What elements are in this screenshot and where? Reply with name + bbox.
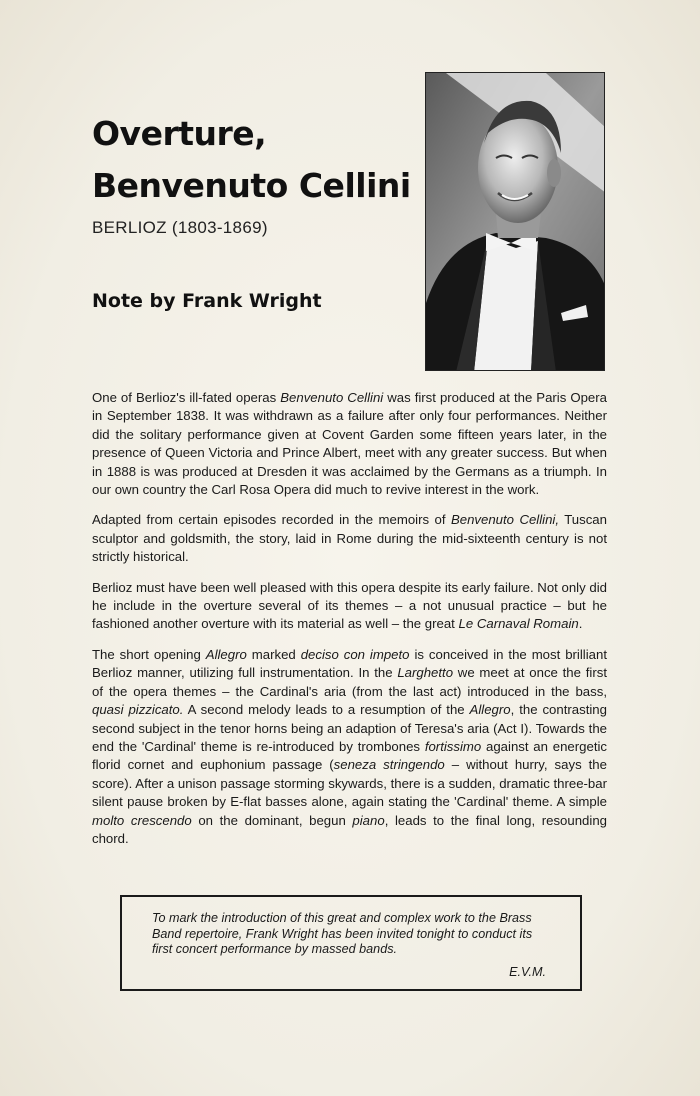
text-run: . bbox=[578, 616, 583, 632]
italic-run: Allegro bbox=[205, 646, 247, 662]
italic-run: Allegro bbox=[469, 702, 511, 718]
paragraph-4 bbox=[92, 646, 607, 848]
italic-run: seneza stringendo bbox=[333, 757, 445, 773]
text-run: on the dominant, begun bbox=[191, 812, 353, 828]
portrait-photo bbox=[425, 72, 605, 371]
text-run: Tuscan sculptor and goldsmith, the story, laid in Rome during the mid-sixteenth century is not strictly historical. bbox=[92, 512, 607, 565]
italic-run: Larghetto bbox=[397, 665, 454, 681]
italic-run: Benvenuto Cellini bbox=[280, 390, 384, 405]
paragraph-3 bbox=[92, 579, 607, 634]
italic-run: fortissimo bbox=[424, 738, 482, 754]
italic-run: molto crescendo bbox=[92, 812, 192, 828]
text-run: was first produced at the Paris Opera in September 1838. It was withdrawn as a failure after only four performances. Neither did the solitary performance given at Covent Garden some fifteen years later, in the presence of Queen Victoria and Prince Albert, meet with any greater success. But when in 1888 is was produced at Dresden it was acclaimed by the Germans as a triumph. In our own country the Carl Rosa Opera did much to revive interest in the work. bbox=[92, 390, 607, 498]
text-run: A second melody leads to a resumption of the bbox=[183, 702, 470, 718]
author-byline: Note by Frank Wright bbox=[92, 290, 322, 312]
portrait-image bbox=[426, 73, 605, 371]
dedication-signature: E.V.M. bbox=[509, 965, 546, 979]
text-run: – without hurry, says the score). After a unison passage storming skywards, there is a sudden, dramatic three-bar silent pause broken by E-flat basses alone, again stating the 'Cardinal' theme. A simple bbox=[92, 757, 607, 810]
composer-dates: BERLIOZ (1803-1869) bbox=[92, 218, 268, 237]
italic-run: piano bbox=[352, 812, 385, 828]
text-run: we meet at once the first of the opera themes – the Cardinal's aria (from the last act) introduced in the bass, bbox=[92, 665, 607, 699]
paragraph-2 bbox=[92, 511, 607, 566]
text-run: Adapted from certain episodes recorded in the memoirs of bbox=[92, 512, 451, 528]
text-run: Berlioz must have been well pleased with this opera despite its early failure. Not only did he include in the overture several of its themes – a not unusual practice – but he fashioned another overture with its material as well – the great bbox=[92, 579, 607, 632]
text-run: , leads to the final long, resounding chord. bbox=[92, 812, 607, 846]
text-run: marked bbox=[246, 646, 301, 662]
title-line-2: Benvenuto Cellini bbox=[92, 166, 411, 205]
paragraph-1 bbox=[92, 389, 607, 499]
italic-run: Benvenuto Cellini, bbox=[450, 512, 560, 528]
dedication-box bbox=[120, 895, 582, 991]
text-run: is conceived in the most brilliant Berlioz manner, utilizing full instrumentation. In the bbox=[92, 646, 607, 681]
text-run: One of Berlioz's ill-fated operas bbox=[92, 390, 281, 405]
italic-run: quasi pizzicato. bbox=[92, 702, 184, 718]
article-body bbox=[92, 389, 607, 860]
text-run: The short opening bbox=[92, 646, 206, 662]
page-title bbox=[92, 108, 412, 212]
dedication-text: To mark the introduction of this great and complex work to the Brass Band repertoire, Frank Wright has been invited tonight to conduct its first concert performance by massed bands. bbox=[152, 911, 533, 957]
italic-run: deciso con impeto bbox=[300, 646, 410, 662]
text-run: , the contrasting second subject in the tenor horns being an adaption of Teresa's aria (Act I). Towards the end the 'Cardinal' theme is re-introduced by trombones bbox=[92, 702, 607, 754]
italic-run: Le Carnaval Romain bbox=[458, 616, 579, 632]
title-line-1: Overture, bbox=[92, 114, 267, 153]
text-run: against an energetic florid cornet and euphonium passage ( bbox=[92, 738, 608, 773]
